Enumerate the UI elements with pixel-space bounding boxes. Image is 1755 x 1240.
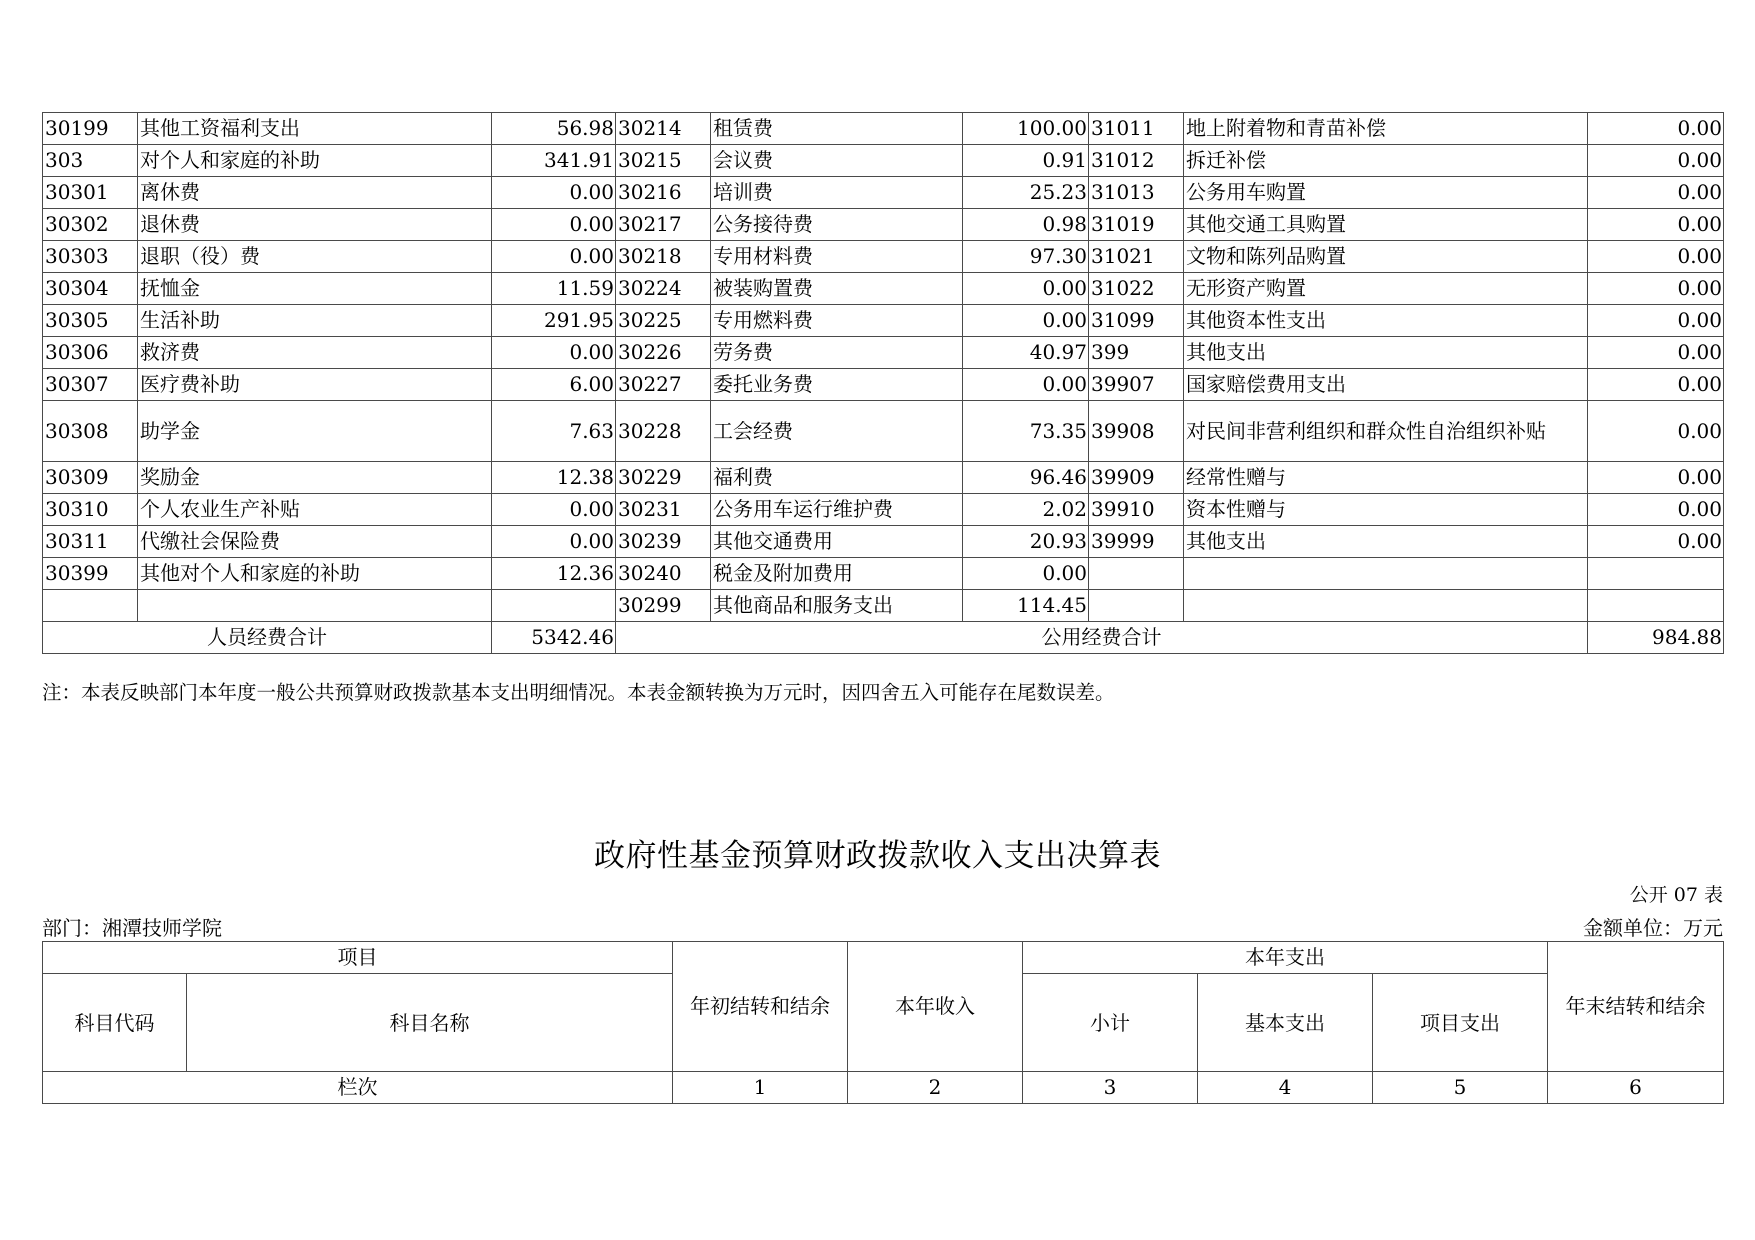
amount: 0.00	[963, 558, 1089, 590]
column-number: 6	[1548, 1072, 1724, 1104]
amount: 0.00	[1588, 401, 1724, 462]
subject-name: 其他交通工具购置	[1184, 209, 1588, 241]
amount: 0.00	[1588, 494, 1724, 526]
header-subtotal: 小计	[1023, 974, 1198, 1072]
table-row	[43, 369, 1724, 401]
subject-code: 30224	[616, 273, 711, 305]
subject-code: 30310	[43, 494, 138, 526]
amount: 100.00	[963, 113, 1089, 145]
subject-code	[1089, 558, 1184, 590]
amount: 6.00	[492, 369, 616, 401]
table-row	[43, 145, 1724, 177]
subject-code: 30228	[616, 401, 711, 462]
subject-name: 其他对个人和家庭的补助	[138, 558, 492, 590]
amount: 0.91	[963, 145, 1089, 177]
subject-name: 工会经费	[711, 401, 963, 462]
subject-name: 公务用车购置	[1184, 177, 1588, 209]
fund-header-row-1	[43, 942, 1724, 974]
subject-name: 专用燃料费	[711, 305, 963, 337]
subject-name: 福利费	[711, 462, 963, 494]
subject-code: 30309	[43, 462, 138, 494]
amount: 0.00	[963, 305, 1089, 337]
amount: 0.00	[492, 209, 616, 241]
subject-code: 30216	[616, 177, 711, 209]
public-total-label: 公用经费合计	[616, 622, 1588, 654]
subject-name: 对个人和家庭的补助	[138, 145, 492, 177]
subject-name: 租赁费	[711, 113, 963, 145]
amount: 0.00	[1588, 113, 1724, 145]
subject-code: 30301	[43, 177, 138, 209]
amount: 0.00	[1588, 337, 1724, 369]
amount: 0.00	[492, 337, 616, 369]
subject-code	[43, 590, 138, 622]
subject-name: 其他资本性支出	[1184, 305, 1588, 337]
column-number: 3	[1023, 1072, 1198, 1104]
amount: 0.00	[492, 494, 616, 526]
subject-code: 31011	[1089, 113, 1184, 145]
amount: 0.00	[1588, 145, 1724, 177]
amount: 0.00	[1588, 273, 1724, 305]
subject-code: 31022	[1089, 273, 1184, 305]
header-project-expenditure: 项目支出	[1373, 974, 1548, 1072]
subject-code: 30303	[43, 241, 138, 273]
table-row	[43, 494, 1724, 526]
subject-name: 医疗费补助	[138, 369, 492, 401]
subject-code: 30311	[43, 526, 138, 558]
subject-name: 公务接待费	[711, 209, 963, 241]
subject-code: 31012	[1089, 145, 1184, 177]
subject-code: 30307	[43, 369, 138, 401]
subject-code	[1089, 590, 1184, 622]
table-row	[43, 305, 1724, 337]
subject-name: 其他交通费用	[711, 526, 963, 558]
subject-name: 专用材料费	[711, 241, 963, 273]
subject-name: 退职（役）费	[138, 241, 492, 273]
totals-row	[43, 622, 1724, 654]
amount	[1588, 558, 1724, 590]
subject-name: 被装购置费	[711, 273, 963, 305]
amount: 0.98	[963, 209, 1089, 241]
subject-name: 其他支出	[1184, 526, 1588, 558]
header-item: 项目	[43, 942, 673, 974]
amount-unit-label: 金额单位：万元	[1583, 916, 1723, 940]
subject-name: 委托业务费	[711, 369, 963, 401]
subject-code: 30217	[616, 209, 711, 241]
subject-code: 30399	[43, 558, 138, 590]
subject-code: 31019	[1089, 209, 1184, 241]
amount: 0.00	[1588, 526, 1724, 558]
header-subject-name: 科目名称	[187, 974, 673, 1072]
table-row	[43, 113, 1724, 145]
amount: 11.59	[492, 273, 616, 305]
subject-code: 30308	[43, 401, 138, 462]
subject-name: 文物和陈列品购置	[1184, 241, 1588, 273]
amount: 40.97	[963, 337, 1089, 369]
subject-name	[1184, 590, 1588, 622]
amount: 0.00	[1588, 177, 1724, 209]
amount: 97.30	[963, 241, 1089, 273]
header-current-expenditure: 本年支出	[1023, 942, 1548, 974]
subject-code: 30199	[43, 113, 138, 145]
amount: 96.46	[963, 462, 1089, 494]
subject-name: 地上附着物和青苗补偿	[1184, 113, 1588, 145]
amount: 0.00	[1588, 209, 1724, 241]
basic-expenditure-detail-table	[42, 112, 1724, 654]
amount: 0.00	[963, 273, 1089, 305]
subject-name: 其他商品和服务支出	[711, 590, 963, 622]
column-number-row	[43, 1072, 1724, 1104]
table-row	[43, 462, 1724, 494]
subject-code: 39908	[1089, 401, 1184, 462]
amount: 0.00	[492, 241, 616, 273]
subject-name: 拆迁补偿	[1184, 145, 1588, 177]
subject-code: 30229	[616, 462, 711, 494]
subject-code: 30302	[43, 209, 138, 241]
subject-code: 30240	[616, 558, 711, 590]
subject-code: 30225	[616, 305, 711, 337]
department-label: 部门：湘潭技师学院	[42, 916, 222, 940]
subject-code: 39907	[1089, 369, 1184, 401]
header-basic-expenditure: 基本支出	[1198, 974, 1373, 1072]
subject-name: 其他工资福利支出	[138, 113, 492, 145]
subject-code: 39909	[1089, 462, 1184, 494]
amount: 341.91	[492, 145, 616, 177]
table-row	[43, 241, 1724, 273]
column-number: 5	[1373, 1072, 1548, 1104]
column-number: 1	[673, 1072, 848, 1104]
form-number: 公开 07 表	[1629, 884, 1723, 906]
table-row	[43, 177, 1724, 209]
amount: 0.00	[1588, 241, 1724, 273]
amount: 0.00	[1588, 369, 1724, 401]
subject-code: 39999	[1089, 526, 1184, 558]
subject-name: 其他支出	[1184, 337, 1588, 369]
personnel-total-value: 5342.46	[492, 622, 616, 654]
table-row	[43, 337, 1724, 369]
government-fund-table	[42, 941, 1724, 1104]
column-number: 2	[848, 1072, 1023, 1104]
table-row	[43, 401, 1724, 462]
subject-code: 30215	[616, 145, 711, 177]
amount: 291.95	[492, 305, 616, 337]
amount: 0.00	[963, 369, 1089, 401]
amount: 20.93	[963, 526, 1089, 558]
subject-code: 30306	[43, 337, 138, 369]
subject-code: 30305	[43, 305, 138, 337]
table-row	[43, 273, 1724, 305]
subject-name: 国家赔偿费用支出	[1184, 369, 1588, 401]
amount	[492, 590, 616, 622]
subject-name	[1184, 558, 1588, 590]
subject-name: 会议费	[711, 145, 963, 177]
header-subject-code: 科目代码	[43, 974, 187, 1072]
column-number-label: 栏次	[43, 1072, 673, 1104]
table-note: 注：本表反映部门本年度一般公共预算财政拨款基本支出明细情况。本表金额转换为万元时，因四舍五入可能存在尾数误差。	[42, 681, 1115, 704]
subject-code: 30227	[616, 369, 711, 401]
table-row	[43, 558, 1724, 590]
amount: 0.00	[492, 177, 616, 209]
subject-code: 30226	[616, 337, 711, 369]
amount: 12.38	[492, 462, 616, 494]
detail-table-body	[43, 113, 1724, 654]
subject-name: 对民间非营利组织和群众性自治组织补贴	[1184, 401, 1588, 462]
amount: 73.35	[963, 401, 1089, 462]
subject-code: 31013	[1089, 177, 1184, 209]
subject-code: 30239	[616, 526, 711, 558]
subject-name: 抚恤金	[138, 273, 492, 305]
subject-name: 奖励金	[138, 462, 492, 494]
public-total-value: 984.88	[1588, 622, 1724, 654]
amount: 0.00	[492, 526, 616, 558]
subject-name: 助学金	[138, 401, 492, 462]
subject-name	[138, 590, 492, 622]
fund-table-title: 政府性基金预算财政拨款收入支出决算表	[594, 838, 1161, 874]
amount: 12.36	[492, 558, 616, 590]
subject-name: 资本性赠与	[1184, 494, 1588, 526]
amount: 2.02	[963, 494, 1089, 526]
subject-name: 代缴社会保险费	[138, 526, 492, 558]
personnel-total-label: 人员经费合计	[43, 622, 492, 654]
subject-code: 39910	[1089, 494, 1184, 526]
subject-code: 30299	[616, 590, 711, 622]
subject-code: 30214	[616, 113, 711, 145]
subject-code: 30218	[616, 241, 711, 273]
subject-code: 303	[43, 145, 138, 177]
subject-name: 离休费	[138, 177, 492, 209]
subject-code: 30231	[616, 494, 711, 526]
column-number: 4	[1198, 1072, 1373, 1104]
subject-name: 生活补助	[138, 305, 492, 337]
subject-name: 公务用车运行维护费	[711, 494, 963, 526]
header-opening-balance: 年初结转和结余	[673, 942, 848, 1072]
subject-code: 399	[1089, 337, 1184, 369]
subject-name: 税金及附加费用	[711, 558, 963, 590]
header-closing-balance: 年末结转和结余	[1548, 942, 1724, 1072]
subject-code: 30304	[43, 273, 138, 305]
subject-code: 31021	[1089, 241, 1184, 273]
amount: 25.23	[963, 177, 1089, 209]
table-row	[43, 590, 1724, 622]
subject-code: 31099	[1089, 305, 1184, 337]
subject-name: 培训费	[711, 177, 963, 209]
amount: 7.63	[492, 401, 616, 462]
subject-name: 个人农业生产补贴	[138, 494, 492, 526]
amount: 114.45	[963, 590, 1089, 622]
subject-name: 无形资产购置	[1184, 273, 1588, 305]
header-current-income: 本年收入	[848, 942, 1023, 1072]
amount	[1588, 590, 1724, 622]
amount: 0.00	[1588, 305, 1724, 337]
subject-name: 退休费	[138, 209, 492, 241]
table-row	[43, 209, 1724, 241]
amount: 0.00	[1588, 462, 1724, 494]
subject-name: 经常性赠与	[1184, 462, 1588, 494]
table-row	[43, 526, 1724, 558]
subject-name: 救济费	[138, 337, 492, 369]
subject-name: 劳务费	[711, 337, 963, 369]
amount: 56.98	[492, 113, 616, 145]
